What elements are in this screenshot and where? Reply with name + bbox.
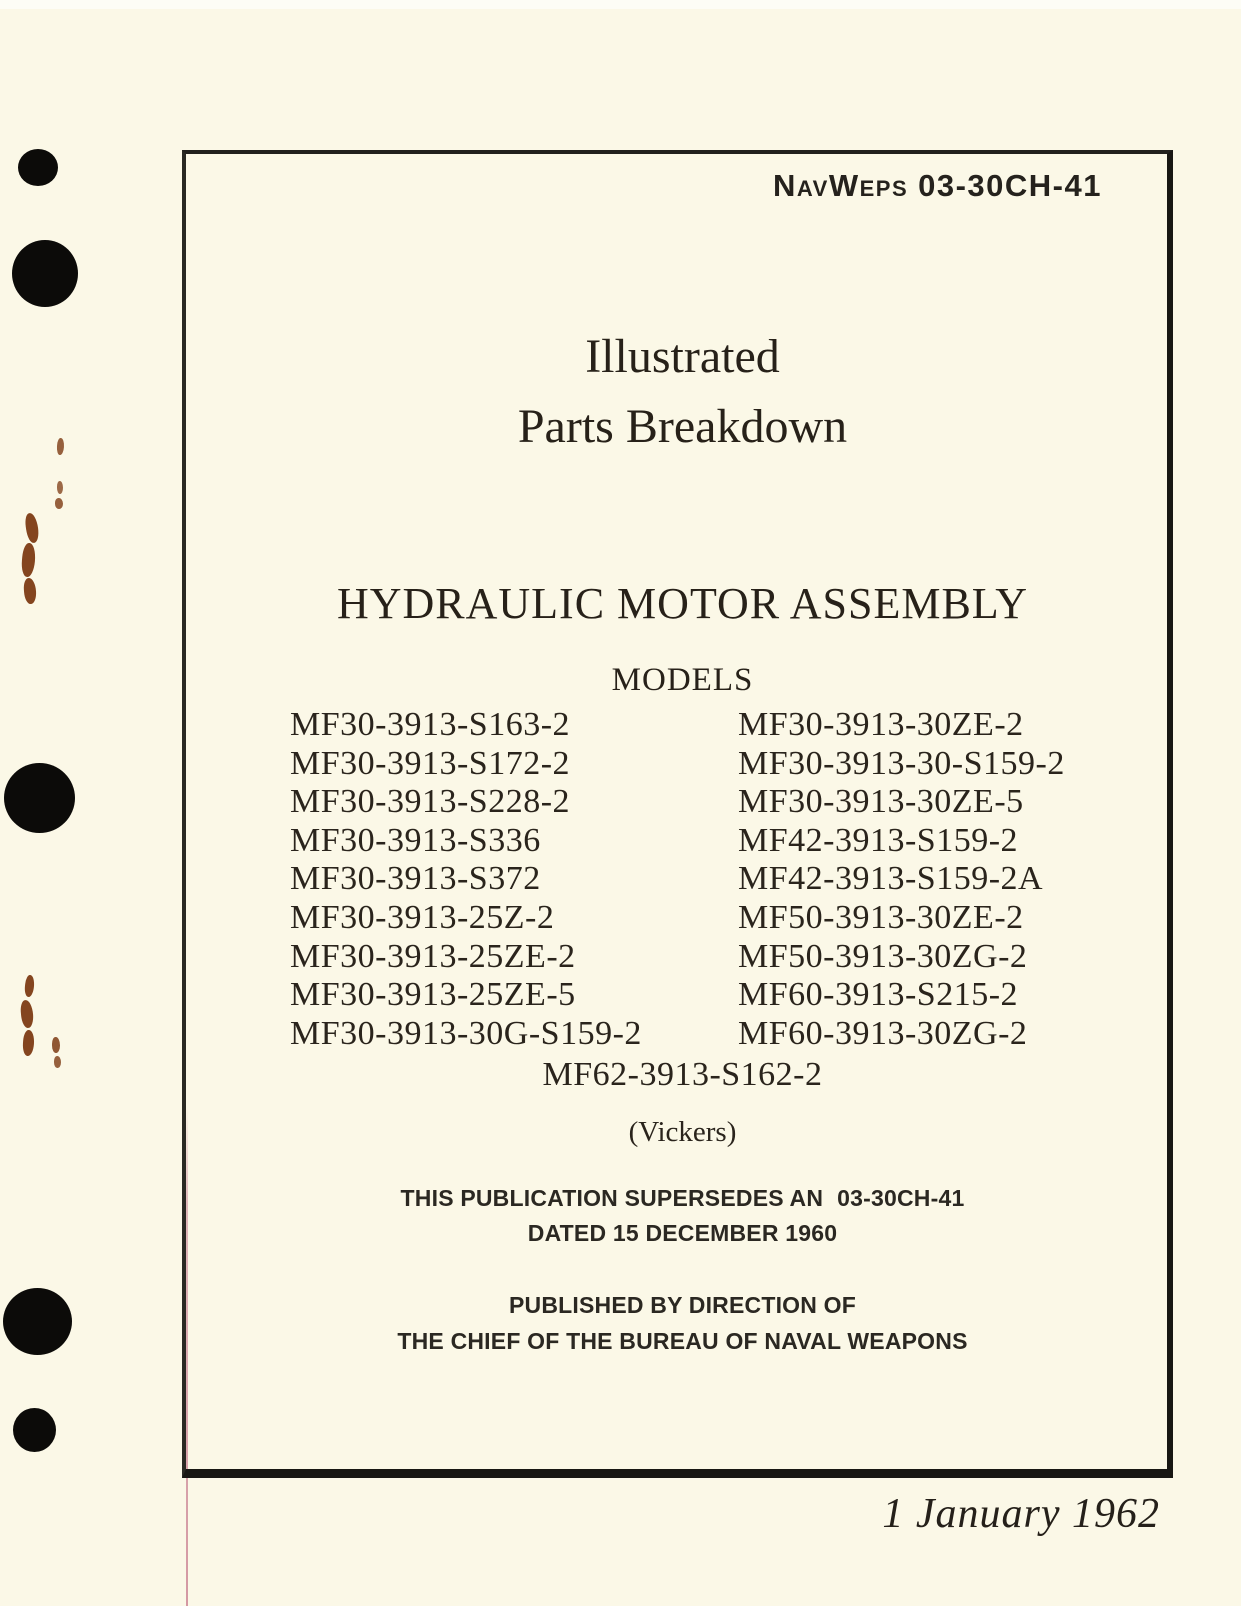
- model-list-right: [738, 706, 1178, 1053]
- subtitle-line-1: Illustrated: [585, 330, 780, 383]
- punch-hole-dot: [4, 763, 75, 833]
- model-number: MF50-3913-30ZE-2: [738, 898, 1024, 936]
- publisher-line-2: THE CHIEF OF THE BUREAU OF NAVAL WEAPONS: [397, 1328, 968, 1354]
- models-heading: MODELS: [611, 662, 754, 698]
- model-number: MF30-3913-30-S159-2: [738, 744, 1065, 782]
- model-number: MF30-3913-25ZE-2: [290, 937, 576, 975]
- supersedes-line-1: [187, 1185, 1178, 1212]
- model-list-left: [290, 706, 730, 1053]
- model-number: MF42-3913-S159-2A: [738, 860, 1044, 898]
- manufacturer-name: (Vickers): [628, 1116, 737, 1148]
- publisher-line-1: PUBLISHED BY DIRECTION OF: [508, 1292, 857, 1318]
- supersedes-line-2: DATED 15 DECEMBER 1960: [527, 1220, 838, 1246]
- model-number: MF50-3913-30ZG-2: [738, 937, 1028, 975]
- ink-stain: [23, 578, 37, 605]
- model-number: MF60-3913-S215-2: [738, 976, 1019, 1014]
- punch-hole-dot: [18, 149, 58, 186]
- doc-series: NavWeps: [773, 168, 909, 203]
- ink-stain: [24, 512, 40, 543]
- model-number: MF42-3913-S159-2: [738, 821, 1019, 859]
- ink-stain: [20, 1000, 34, 1029]
- subtitle-line-2: Parts Breakdown: [517, 400, 848, 453]
- punch-hole-dot: [12, 240, 78, 307]
- model-number: MF30-3913-25Z-2: [290, 898, 555, 936]
- ink-stain: [22, 1030, 35, 1057]
- model-number: MF60-3913-30ZG-2: [738, 1014, 1028, 1052]
- scan-top-edge: [0, 0, 1241, 9]
- model-number: MF30-3913-S163-2: [290, 706, 571, 743]
- model-number: MF30-3913-S336: [290, 821, 541, 859]
- ink-stain: [57, 481, 63, 494]
- ink-stain: [55, 498, 63, 509]
- model-number: MF30-3913-S372: [290, 860, 541, 898]
- issue-date: 1 January 1962: [882, 1491, 1160, 1537]
- supersedes-code: 03-30CH-41: [837, 1185, 965, 1211]
- punch-hole-dot: [3, 1288, 72, 1355]
- ink-stain: [52, 1037, 60, 1053]
- ink-stain: [21, 542, 37, 577]
- model-number: MF30-3913-30G-S159-2: [290, 1014, 642, 1052]
- ink-stain: [24, 975, 35, 998]
- document-subtitle: [187, 322, 1178, 462]
- model-number: MF30-3913-S228-2: [290, 783, 571, 821]
- model-number: MF30-3913-30ZE-2: [738, 706, 1024, 743]
- model-number-center: MF62-3913-S162-2: [542, 1056, 823, 1093]
- model-number: MF30-3913-30ZE-5: [738, 783, 1024, 821]
- punch-hole-dot: [13, 1408, 56, 1452]
- page-title: HYDRAULIC MOTOR ASSEMBLY: [336, 579, 1029, 628]
- doc-number: [182, 168, 1102, 204]
- ink-stain: [56, 438, 64, 455]
- doc-code: 03-30CH-41: [918, 168, 1102, 203]
- model-number: MF30-3913-S172-2: [290, 744, 571, 782]
- ink-stain: [54, 1056, 61, 1068]
- model-number: MF30-3913-25ZE-5: [290, 976, 576, 1014]
- supersedes-text: THIS PUBLICATION SUPERSEDES AN: [400, 1185, 824, 1211]
